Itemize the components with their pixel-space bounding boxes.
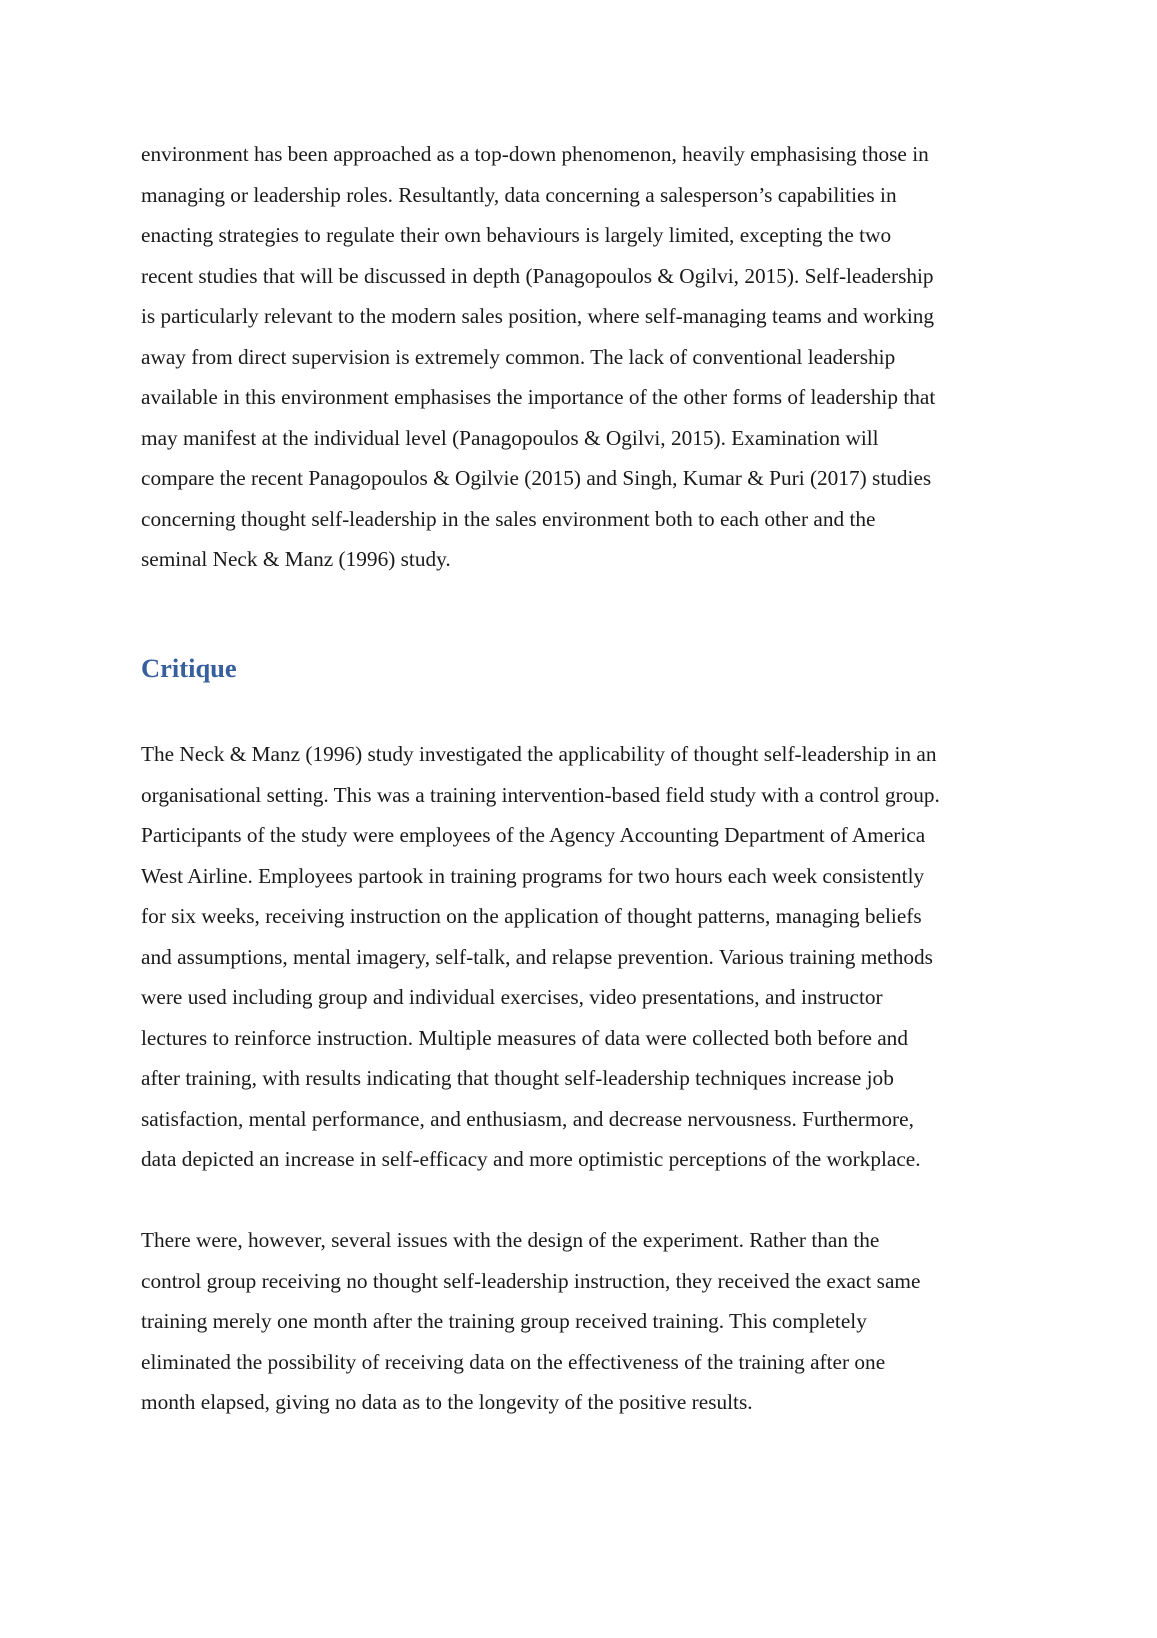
paragraph-line: and assumptions, mental imagery, self-talk, and relapse prevention. Various training methods: [141, 944, 933, 969]
paragraph-line: Participants of the study were employees of the Agency Accounting Department of America: [141, 823, 926, 847]
paragraph-line: eliminated the possibility of receiving data on the effectiveness of the training after one: [141, 1349, 886, 1374]
paragraph-line: data depicted an increase in self-efficacy and more optimistic perceptions of the workplace.: [141, 1147, 921, 1171]
paragraph-line: The Neck & Manz (1996) study investigated the applicability of thought self-leadership in an: [141, 742, 937, 766]
paragraph-line: were used including group and individual exercises, video presentations, and instructor: [141, 985, 883, 1009]
paragraph-line: month elapsed, giving no data as to the longevity of the positive results.: [141, 1390, 753, 1414]
paragraph-line: managing or leadership roles. Resultantly, data concerning a salesperson’s capabilities in: [141, 182, 897, 207]
critique-heading: Critique: [141, 653, 237, 683]
paragraph-line: control group receiving no thought self-leadership instruction, they received the exact same: [141, 1268, 921, 1293]
paragraph-line: is particularly relevant to the modern sales position, where self-managing teams and working: [141, 304, 935, 328]
intro-paragraph: [141, 134, 1031, 580]
paragraph-line: lectures to reinforce instruction. Multiple measures of data were collected both before and: [141, 1025, 908, 1050]
critique-paragraph-2: [141, 1220, 1031, 1423]
paragraph-line: seminal Neck & Manz (1996) study.: [141, 547, 451, 571]
paragraph-line: training merely one month after the training group received training. This completely: [141, 1309, 867, 1333]
paragraph-line: may manifest at the individual level (Panagopoulos & Ogilvi, 2015). Examination will: [141, 425, 879, 450]
paragraph-line: for six weeks, receiving instruction on the application of thought patterns, managing beliefs: [141, 904, 922, 928]
critique-paragraph-1: [141, 734, 1031, 1180]
paragraph-line: environment has been approached as a top-down phenomenon, heavily emphasising those in: [141, 142, 929, 166]
paragraph-line: compare the recent Panagopoulos & Ogilvie (2015) and Singh, Kumar & Puri (2017) studies: [141, 466, 932, 490]
paragraph-line: available in this environment emphasises the importance of the other forms of leadership that: [141, 385, 936, 409]
paragraph-line: enacting strategies to regulate their own behaviours is largely limited, excepting the two: [141, 223, 892, 247]
paragraph-line: concerning thought self-leadership in the sales environment both to each other and the: [141, 506, 876, 531]
paragraph-line: away from direct supervision is extremely common. The lack of conventional leadership: [141, 344, 896, 369]
paragraph-line: There were, however, several issues with the design of the experiment. Rather than the: [141, 1228, 880, 1252]
paragraph-line: recent studies that will be discussed in depth (Panagopoulos & Ogilvi, 2015). Self-leadership: [141, 263, 934, 288]
paragraph-line: West Airline. Employees partook in training programs for two hours each week consistently: [141, 863, 925, 888]
paragraph-line: after training, with results indicating that thought self-leadership techniques increase job: [141, 1066, 894, 1090]
paragraph-line: satisfaction, mental performance, and enthusiasm, and decrease nervousness. Furthermore,: [141, 1106, 914, 1131]
paragraph-line: organisational setting. This was a training intervention-based field study with a control group.: [141, 782, 940, 807]
